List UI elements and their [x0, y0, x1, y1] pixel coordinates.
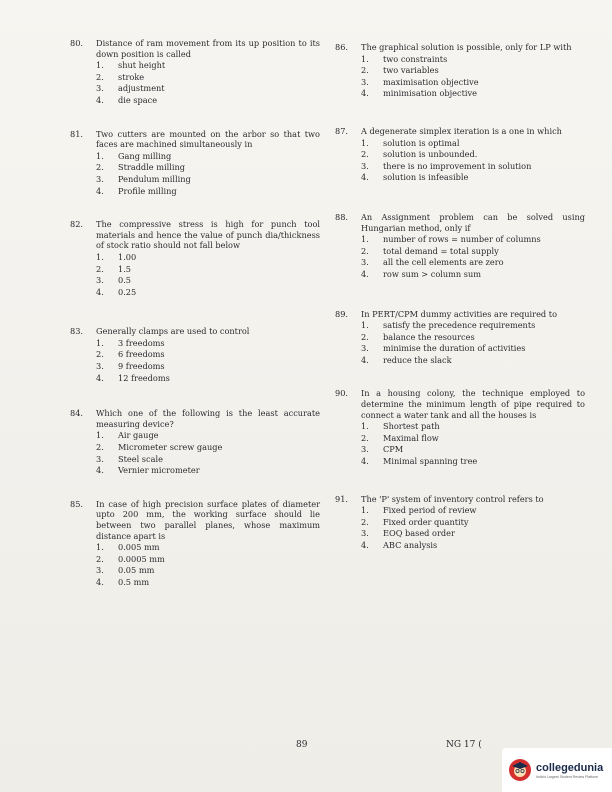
- option: [361, 269, 585, 281]
- option: [96, 361, 320, 373]
- option-number: 1.: [96, 430, 104, 441]
- option: [96, 577, 320, 589]
- question-85: [70, 499, 320, 589]
- option-text: number of rows = number of columns: [383, 234, 541, 245]
- option-number: 2.: [361, 432, 369, 443]
- option: [361, 332, 585, 344]
- option-text: 6 freedoms: [118, 349, 165, 360]
- option-text: Pendulum milling: [118, 173, 191, 184]
- question-text: Distance of ram movement from its up position to its down position is called: [96, 38, 320, 59]
- option: [96, 373, 320, 385]
- watermark-badge: [502, 748, 612, 792]
- option: [361, 88, 585, 100]
- option-text: Vernier micrometer: [118, 465, 200, 476]
- question-84: [70, 408, 320, 477]
- option-text: solution is infeasible: [383, 172, 469, 183]
- option-text: balance the resources: [383, 331, 475, 342]
- option-number: 1.: [96, 150, 104, 161]
- option-number: 4.: [361, 172, 369, 183]
- question-90: [335, 388, 585, 467]
- option-number: 1.: [361, 320, 369, 331]
- option-number: 2.: [361, 149, 369, 160]
- question-text: Two cutters are mounted on the arbor so that two faces are machined simultaneously in: [96, 128, 320, 150]
- option-text: 12 freedoms: [118, 372, 170, 383]
- option: [96, 465, 320, 477]
- question-number: 80.: [70, 38, 84, 48]
- option-number: 2.: [361, 516, 369, 527]
- option: [361, 54, 585, 66]
- option-number: 1.: [96, 60, 104, 71]
- option-text: solution is unbounded.: [383, 149, 478, 160]
- option-number: 3.: [361, 444, 369, 455]
- option-text: two constraints: [383, 53, 448, 64]
- option: [96, 162, 320, 174]
- question-86: [335, 42, 585, 100]
- option-text: 3 freedoms: [118, 337, 165, 348]
- option-number: 3.: [361, 257, 369, 268]
- option-number: 2.: [96, 553, 104, 564]
- option-number: 4.: [361, 354, 369, 365]
- question-number: 89.: [335, 308, 349, 319]
- option-number: 4.: [96, 465, 104, 476]
- option-text: Straddle milling: [118, 162, 185, 173]
- option-text: 0.0005 mm: [118, 553, 165, 564]
- option-number: 3.: [96, 275, 104, 286]
- option: [361, 343, 585, 355]
- question-91: [335, 494, 585, 552]
- option: [96, 60, 320, 72]
- option-text: reduce the slack: [383, 354, 452, 365]
- option-text: 1.00: [118, 251, 137, 262]
- option-text: 0.5 mm: [118, 576, 150, 587]
- option-number: 1.: [96, 542, 104, 553]
- options: [96, 252, 320, 298]
- option: [361, 234, 585, 246]
- option-text: total demand = total supply: [383, 245, 499, 256]
- option: [96, 349, 320, 361]
- option: [96, 442, 320, 454]
- option: [96, 72, 320, 84]
- option: [361, 320, 585, 332]
- option-text: Shortest path: [383, 421, 440, 432]
- question-number: 81.: [70, 128, 84, 139]
- question-text: Which one of the following is the least accurate measuring device?: [96, 408, 320, 429]
- question-text: A degenerate simplex iteration is a one in which: [361, 125, 562, 136]
- option-number: 3.: [96, 83, 104, 94]
- option: [96, 174, 320, 186]
- option-number: 1.: [96, 251, 104, 262]
- question-text: The graphical solution is possible, only for LP with: [361, 42, 572, 52]
- option: [96, 264, 320, 276]
- option-number: 3.: [361, 76, 369, 87]
- options: [361, 54, 585, 100]
- option-number: 1.: [361, 234, 369, 245]
- option: [361, 246, 585, 258]
- option-text: solution is optimal: [383, 137, 460, 148]
- option-number: 3.: [96, 565, 104, 576]
- question-number: 90.: [335, 388, 349, 399]
- option-text: Maximal flow: [383, 432, 439, 443]
- options: [361, 320, 585, 366]
- option-text: Profile milling: [118, 185, 177, 196]
- left-column: [70, 38, 320, 589]
- option-number: 4.: [361, 540, 369, 550]
- option-number: 4.: [96, 576, 104, 587]
- option: [96, 275, 320, 287]
- brand-tagline: India's Largest Student Review Platform: [536, 774, 599, 779]
- option: [361, 355, 585, 367]
- option-text: adjustment: [118, 83, 165, 94]
- option-text: shut height: [118, 60, 166, 71]
- graduate-avatar-icon: [508, 758, 532, 782]
- option-text: minimise the duration of activities: [383, 343, 526, 354]
- question-number: 86.: [335, 42, 349, 52]
- option-number: 1.: [361, 137, 369, 148]
- question-number: 84.: [70, 408, 84, 419]
- option-number: 4.: [361, 88, 369, 99]
- question-88: [335, 212, 585, 281]
- options: [361, 234, 585, 280]
- option: [96, 151, 320, 163]
- options: [361, 505, 585, 551]
- option: [361, 172, 585, 184]
- question-87: [335, 126, 585, 184]
- option: [96, 430, 320, 442]
- option-number: 3.: [96, 453, 104, 464]
- option-text: Gang milling: [118, 150, 172, 161]
- question-82: [70, 219, 320, 298]
- option-number: 4.: [96, 94, 104, 105]
- option: [361, 161, 585, 173]
- option-number: 1.: [361, 53, 369, 64]
- question-number: 91.: [335, 493, 349, 504]
- paper-code: NG 17 (: [446, 740, 482, 750]
- option: [361, 540, 585, 552]
- question-81: [70, 129, 320, 198]
- question-text: In case of high precision surface plates of diameter upto 200 mm, the working surface should lie between two parallel planes, whose maximum distance apart is: [96, 498, 320, 541]
- question-text: An Assignment problem can be solved using Hungarian method, only if: [361, 211, 585, 233]
- option-number: 1.: [96, 337, 104, 348]
- option-text: Micrometer screw gauge: [118, 442, 223, 453]
- option-text: all the cell elements are zero: [383, 257, 504, 268]
- option-number: 2.: [96, 263, 104, 274]
- option: [361, 433, 585, 445]
- option: [361, 528, 585, 540]
- option-text: 0.5: [118, 275, 132, 286]
- options: [96, 60, 320, 106]
- option-number: 4.: [361, 268, 369, 279]
- option-number: 3.: [96, 173, 104, 184]
- option-text: Air gauge: [118, 430, 159, 441]
- option: [361, 517, 585, 529]
- option-number: 2.: [96, 71, 104, 82]
- option: [96, 252, 320, 264]
- options: [361, 138, 585, 184]
- option-number: 1.: [361, 505, 369, 516]
- option-text: minimisation objective: [383, 88, 477, 99]
- question-number: 88.: [335, 211, 349, 222]
- option-number: 4.: [96, 286, 104, 297]
- options: [96, 542, 320, 588]
- option: [96, 542, 320, 554]
- option-text: ABC analysis: [383, 540, 438, 550]
- option-number: 3.: [361, 160, 369, 171]
- option: [361, 77, 585, 89]
- question-text: The compressive stress is high for punch tool materials and hence the value of punch dia/thickness of stock ratio should not fall below: [96, 219, 320, 251]
- page-number: 89: [296, 740, 308, 750]
- option-text: maximisation objective: [383, 76, 479, 87]
- question-text: In a housing colony, the technique employed to determine the minimum length of pipe required to connect a water tank and all the houses is: [361, 388, 585, 420]
- option-number: 4.: [96, 185, 104, 196]
- option-text: CPM: [383, 444, 404, 455]
- option: [96, 287, 320, 299]
- option: [361, 138, 585, 150]
- option-text: there is no improvement in solution: [383, 160, 532, 171]
- option-number: 4.: [361, 456, 369, 467]
- question-number: 85.: [70, 498, 84, 509]
- option: [96, 95, 320, 107]
- option-text: Minimal spanning tree: [383, 456, 478, 467]
- option: [361, 257, 585, 269]
- option-number: 1.: [361, 421, 369, 432]
- question-number: 82.: [70, 219, 84, 230]
- right-column: [335, 42, 585, 552]
- option: [96, 454, 320, 466]
- option: [96, 554, 320, 566]
- option-number: 2.: [361, 65, 369, 76]
- option-number: 3.: [96, 361, 104, 372]
- option: [361, 65, 585, 77]
- option-number: 3.: [361, 528, 369, 539]
- option-text: stroke: [118, 71, 145, 82]
- option: [361, 444, 585, 456]
- option-text: 9 freedoms: [118, 361, 165, 372]
- option: [96, 83, 320, 95]
- question-80: [70, 38, 320, 107]
- option-text: Fixed order quantity: [383, 516, 469, 527]
- option: [96, 338, 320, 350]
- options: [361, 421, 585, 467]
- option-number: 2.: [96, 349, 104, 360]
- question-89: [335, 309, 585, 367]
- question-text: The 'P' system of inventory control refers to: [361, 493, 544, 504]
- option-number: 2.: [96, 162, 104, 173]
- question-number: 87.: [335, 125, 349, 136]
- option-text: row sum > column sum: [383, 268, 482, 279]
- brand-text: [536, 762, 603, 779]
- option-text: EOQ based order: [383, 528, 455, 539]
- option-text: two variables: [383, 65, 439, 76]
- option-number: 2.: [361, 245, 369, 256]
- option-text: 0.25: [118, 286, 137, 297]
- option-text: 1.5: [118, 263, 132, 274]
- option-text: 0.005 mm: [118, 542, 160, 553]
- options: [96, 338, 320, 384]
- option-number: 2.: [96, 442, 104, 453]
- option: [361, 456, 585, 468]
- option: [361, 149, 585, 161]
- option-number: 3.: [361, 343, 369, 354]
- options: [96, 151, 320, 197]
- options: [96, 430, 320, 476]
- option: [361, 421, 585, 433]
- option-text: 0.05 mm: [118, 565, 155, 576]
- option-text: die space: [118, 94, 158, 105]
- question-text: In PERT/CPM dummy activities are required to: [361, 308, 558, 319]
- option: [96, 565, 320, 577]
- option: [96, 186, 320, 198]
- question-text: Generally clamps are used to control: [96, 326, 250, 337]
- question-number: 83.: [70, 326, 84, 337]
- option-number: 4.: [96, 372, 104, 383]
- option: [361, 505, 585, 517]
- option-number: 2.: [361, 331, 369, 342]
- brand-name: collegedunia: [536, 761, 604, 774]
- question-83: [70, 326, 320, 384]
- option-text: Steel scale: [118, 453, 163, 464]
- option-text: Fixed period of review: [383, 505, 477, 516]
- option-text: satisfy the precedence requirements: [383, 320, 536, 331]
